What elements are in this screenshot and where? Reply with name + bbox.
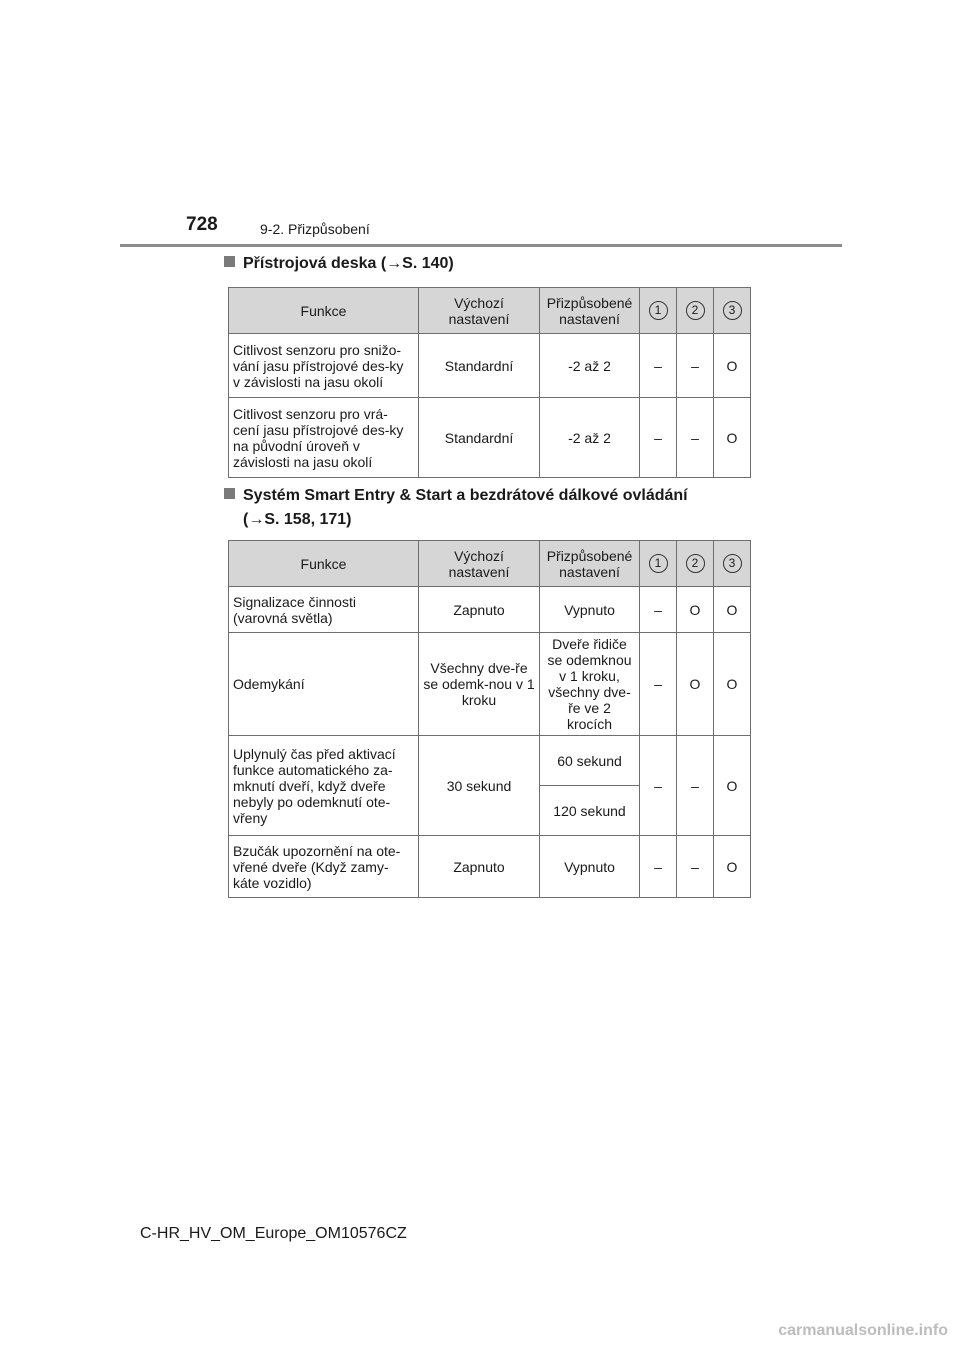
circled-2-icon: 2 bbox=[686, 301, 705, 320]
cell-3: O bbox=[714, 736, 751, 836]
cell-3: O bbox=[714, 334, 751, 398]
table-row bbox=[229, 587, 751, 633]
cell-1: – bbox=[640, 398, 677, 478]
table-row bbox=[229, 836, 751, 898]
instrument-panel-table bbox=[228, 287, 751, 478]
document-code: C-HR_HV_OM_Europe_OM10576CZ bbox=[140, 1225, 407, 1242]
col-custom: Přizpůsobené nastavení bbox=[540, 288, 640, 334]
watermark: carmanualsonline.info bbox=[778, 1322, 948, 1339]
cell-1: – bbox=[640, 633, 677, 736]
cell-function: Citlivost senzoru pro snižo-vání jasu přístrojové des-ky v závislosti na jasu okolí bbox=[229, 334, 419, 398]
cell-function: Bzučák upozornění na ote-vřené dveře (Když zamy-káte vozidlo) bbox=[229, 836, 419, 898]
cell-3: O bbox=[714, 587, 751, 633]
col-2 bbox=[677, 288, 714, 334]
section-title: 9-2. Přizpůsobení bbox=[260, 221, 370, 237]
section1-heading: Přístrojová deska (→S. 140) bbox=[224, 252, 454, 276]
cell-3: O bbox=[714, 398, 751, 478]
cell-default: Zapnuto bbox=[419, 587, 540, 633]
header-divider bbox=[120, 244, 842, 247]
cell-2: – bbox=[677, 398, 714, 478]
col-1 bbox=[640, 288, 677, 334]
cell-custom: Dveře řidiče se odemknou v 1 kroku, všechny dve-ře ve 2 krocích bbox=[540, 633, 640, 736]
cell-default: Standardní bbox=[419, 398, 540, 478]
cell-custom-b: 120 sekund bbox=[540, 786, 640, 836]
table-header-row bbox=[229, 541, 751, 587]
square-bullet-icon bbox=[224, 256, 235, 267]
col-3 bbox=[714, 288, 751, 334]
circled-3-icon: 3 bbox=[723, 301, 742, 320]
cell-default: Zapnuto bbox=[419, 836, 540, 898]
col-1 bbox=[640, 541, 677, 587]
cell-function: Uplynulý čas před aktivací funkce automatického za-mknutí dveří, když dveře nebyly po odemknutí ote-vřeny bbox=[229, 736, 419, 836]
cell-2: – bbox=[677, 836, 714, 898]
cell-function: Odemykání bbox=[229, 633, 419, 736]
cell-2: O bbox=[677, 633, 714, 736]
page-number: 728 bbox=[186, 214, 218, 235]
col-3 bbox=[714, 541, 751, 587]
cell-custom: -2 až 2 bbox=[540, 398, 640, 478]
cell-2: – bbox=[677, 736, 714, 836]
section2-heading: Systém Smart Entry & Start a bezdrátové dálkové ovládání (→S. 158, 171) bbox=[224, 484, 688, 532]
cell-default: Všechny dve-ře se odemk-nou v 1 kroku bbox=[419, 633, 540, 736]
circled-2-icon: 2 bbox=[686, 554, 705, 573]
col-function: Funkce bbox=[229, 288, 419, 334]
cell-custom-a: 60 sekund bbox=[540, 736, 640, 786]
col-function: Funkce bbox=[229, 541, 419, 587]
table-row bbox=[229, 398, 751, 478]
circled-1-icon: 1 bbox=[649, 301, 668, 320]
table-row bbox=[229, 334, 751, 398]
cell-1: – bbox=[640, 836, 677, 898]
cell-default: Standardní bbox=[419, 334, 540, 398]
cell-3: O bbox=[714, 836, 751, 898]
cell-function: Citlivost senzoru pro vrá-cení jasu přístrojové des-ky na původní úroveň v závislosti na jasu okolí bbox=[229, 398, 419, 478]
col-custom: Přizpůsobené nastavení bbox=[540, 541, 640, 587]
cell-custom: Vypnuto bbox=[540, 587, 640, 633]
cell-default: 30 sekund bbox=[419, 736, 540, 836]
table-header-row bbox=[229, 288, 751, 334]
cell-2: – bbox=[677, 334, 714, 398]
col-default: Výchozí nastavení bbox=[419, 541, 540, 587]
cell-1: – bbox=[640, 587, 677, 633]
cell-1: – bbox=[640, 736, 677, 836]
cell-function: Signalizace činnosti (varovná světla) bbox=[229, 587, 419, 633]
circled-3-icon: 3 bbox=[723, 554, 742, 573]
col-2 bbox=[677, 541, 714, 587]
circled-1-icon: 1 bbox=[649, 554, 668, 573]
table-row bbox=[229, 736, 751, 786]
cell-1: – bbox=[640, 334, 677, 398]
cell-2: O bbox=[677, 587, 714, 633]
square-bullet-icon bbox=[224, 488, 235, 499]
col-default: Výchozí nastavení bbox=[419, 288, 540, 334]
cell-3: O bbox=[714, 633, 751, 736]
cell-custom: -2 až 2 bbox=[540, 334, 640, 398]
table-row bbox=[229, 633, 751, 736]
smart-entry-table bbox=[228, 540, 751, 898]
cell-custom: Vypnuto bbox=[540, 836, 640, 898]
